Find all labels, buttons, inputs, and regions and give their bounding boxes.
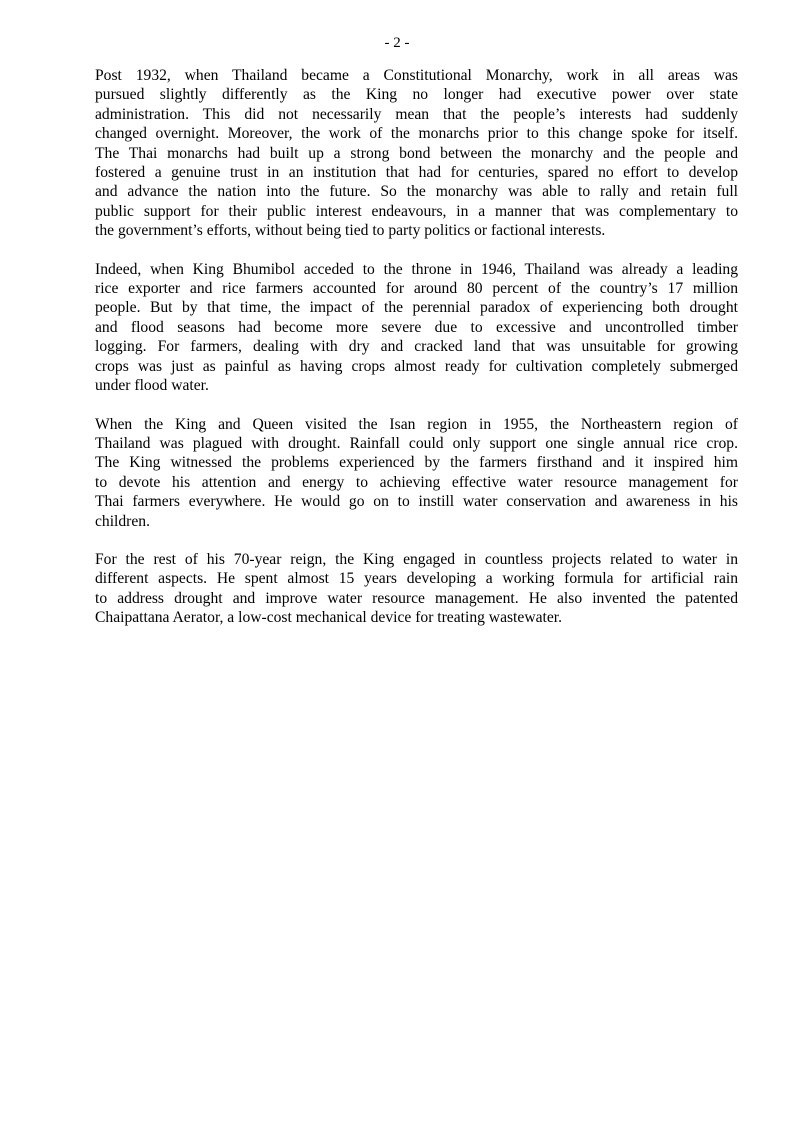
- text-line: people. But by that time, the impact of the perennial paradox of experiencing both drought: [95, 299, 738, 317]
- text-line: to address drought and improve water resource management. He also invented the patented: [95, 589, 738, 607]
- paragraph-isan-visit: [95, 415, 738, 531]
- text-line: Thai farmers everywhere. He would go on to instill water conservation and awareness in his: [95, 493, 738, 511]
- paragraph-water-projects: [95, 550, 738, 628]
- text-line: public support for their public interest endeavours, in a manner that was complementary to: [95, 202, 738, 220]
- text-line: The King witnessed the problems experienced by the farmers firsthand and it inspired him: [95, 454, 738, 472]
- text-line: Thailand was plagued with drought. Rainfall could only support one single annual rice crop.: [95, 434, 738, 452]
- paragraph-rice-farmers: [95, 260, 738, 396]
- text-line: and advance the nation into the future. So the monarchy was able to rally and retain full: [95, 183, 738, 201]
- text-line: The Thai monarchs had built up a strong bond between the monarchy and the people and: [95, 144, 738, 162]
- text-line: administration. This did not necessarily mean that the people’s interests had suddenly: [95, 105, 738, 123]
- text-line: fostered a genuine trust in an institution that had for centuries, spared no effort to develop: [95, 164, 738, 182]
- text-line: When the King and Queen visited the Isan region in 1955, the Northeastern region of: [95, 415, 738, 433]
- text-line: logging. For farmers, dealing with dry and cracked land that was unsuitable for growing: [95, 338, 738, 356]
- text-line: rice exporter and rice farmers accounted for around 80 percent of the country’s 17 million: [95, 280, 738, 298]
- text-line: the government’s efforts, without being tied to party politics or factional interests.: [95, 222, 606, 240]
- page-number: - 2 -: [384, 35, 410, 51]
- text-line: to devote his attention and energy to achieving effective water resource management for: [95, 473, 738, 491]
- text-line: Post 1932, when Thailand became a Constitutional Monarchy, work in all areas was: [95, 67, 738, 84]
- text-line: Chaipattana Aerator, a low-cost mechanical device for treating wastewater.: [95, 609, 562, 627]
- text-line: crops was just as painful as having crops almost ready for cultivation completely submerged: [95, 357, 738, 375]
- text-line: For the rest of his 70-year reign, the King engaged in countless projects related to water in: [95, 550, 738, 568]
- paragraph-constitutional-monarchy: [95, 66, 738, 241]
- text-line: Indeed, when King Bhumibol acceded to the throne in 1946, Thailand was already a leading: [95, 260, 738, 278]
- text-line: pursued slightly differently as the King no longer had executive power over state: [95, 86, 738, 104]
- text-line: under flood water.: [95, 377, 209, 395]
- document-body: [95, 66, 738, 647]
- text-line: changed overnight. Moreover, the work of the monarchs prior to this change spoke for itself.: [95, 125, 738, 143]
- text-line: different aspects. He spent almost 15 years developing a working formula for artificial rain: [95, 570, 738, 588]
- text-line: and flood seasons had become more severe due to excessive and uncontrolled timber: [95, 318, 738, 336]
- text-line: children.: [95, 512, 150, 530]
